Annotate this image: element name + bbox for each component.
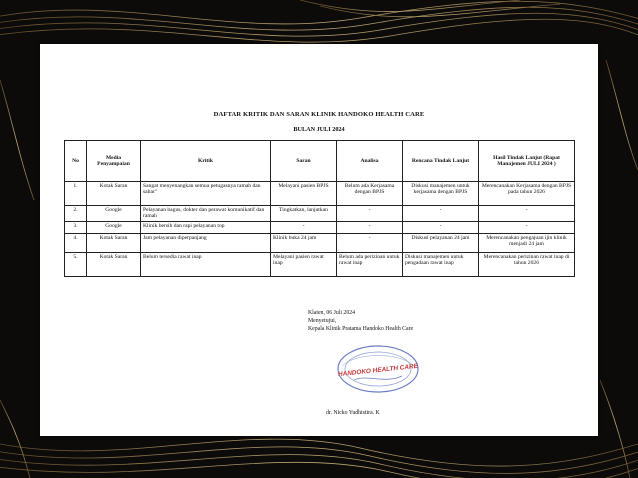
header-media: Media Penyampaian xyxy=(87,141,141,182)
clinic-stamp xyxy=(336,344,420,394)
header-saran: Saran xyxy=(271,141,337,182)
cell-no: 5. xyxy=(65,252,87,276)
cell-kritik: Belum tersedia rawat inap xyxy=(141,252,271,276)
cell-analisa: Belum ada Kerjasama dengan BPJS xyxy=(337,182,403,206)
table-row xyxy=(65,206,575,222)
cell-saran: - xyxy=(271,221,337,233)
cell-analisa: Belum ada perizinan untuk rawat inap xyxy=(337,252,403,276)
header-hasil: Hasil Tindak Lanjut (Rapat Manajemen JULI 2024 ) xyxy=(479,141,575,182)
signature-place-date: Klaten, 06 Juli 2024 xyxy=(308,310,356,316)
stamp-text: HANDOKO HEALTH CARE xyxy=(337,362,419,379)
cell-kritik: Pelayanan bagus, dokter dan perawat komunikatif dan ramah xyxy=(141,206,271,222)
document-title: DAFTAR KRITIK DAN SARAN KLINIK HANDOKO HEALTH CARE xyxy=(213,111,425,118)
cell-kritik: Klinik bersih dan rapi pelayanan top xyxy=(141,221,271,233)
document-subtitle: BULAN JULI 2024 xyxy=(293,126,345,133)
cell-kritik: Jam pelayanan diperpanjang xyxy=(141,233,271,252)
cell-rencana: Diskusi manajemen untuk kerjasama dengan BPJS xyxy=(403,182,479,206)
document-page xyxy=(40,44,598,436)
cell-hasil: - xyxy=(479,221,575,233)
signature-position: Kepala Klinik Pratama Handoko Health Care xyxy=(308,326,414,332)
signature-approval: Menyetujui, xyxy=(308,318,337,324)
cell-no: 4. xyxy=(65,233,87,252)
cell-kritik: Sangat menyenangkan semua petugasnya ramah dan sabar" xyxy=(141,182,271,206)
table-row xyxy=(65,182,575,206)
header-kritik: Kritik xyxy=(141,141,271,182)
cell-media: Google xyxy=(87,206,141,222)
cell-rencana: - xyxy=(403,206,479,222)
signature-name: dr. Nicko Yudhistira. K xyxy=(326,410,380,416)
cell-no: 2. xyxy=(65,206,87,222)
cell-media: Kotak Saran xyxy=(87,233,141,252)
feedback-table xyxy=(64,140,575,277)
cell-hasil: Merencanakan Kerjasama dengan BPJS pada tahun 2026 xyxy=(479,182,575,206)
cell-no: 1. xyxy=(65,182,87,206)
cell-no: 3. xyxy=(65,221,87,233)
header-rencana: Rencana Tindak Lanjut xyxy=(403,141,479,182)
cell-saran: Klinik buka 24 jam xyxy=(271,233,337,252)
cell-rencana: Diskusi pelayanan 24 jam xyxy=(403,233,479,252)
cell-saran: Tingkatkan, lanjutkan xyxy=(271,206,337,222)
cell-saran: Melayani pasien rawat inap xyxy=(271,252,337,276)
cell-hasil: Merencanakan perizinan rawat inap di tahun 2026 xyxy=(479,252,575,276)
cell-rencana: Diskusi manajemen untuk pengadaan rawat inap xyxy=(403,252,479,276)
cell-hasil: Merencanakan pengajuan ijin klinik menjadi 24 jam xyxy=(479,233,575,252)
table-row xyxy=(65,233,575,252)
table-row xyxy=(65,252,575,276)
cell-analisa: - xyxy=(337,221,403,233)
cell-media: Google xyxy=(87,221,141,233)
cell-rencana: - xyxy=(403,221,479,233)
cell-media: Kotak Saran xyxy=(87,252,141,276)
table-row xyxy=(65,221,575,233)
cell-analisa: - xyxy=(337,206,403,222)
cell-analisa: - xyxy=(337,233,403,252)
header-no: No xyxy=(65,141,87,182)
cell-hasil: - xyxy=(479,206,575,222)
cell-media: Kotak Saran xyxy=(87,182,141,206)
table-header-row xyxy=(65,141,575,182)
cell-saran: Melayani pasien BPJS xyxy=(271,182,337,206)
header-analisa: Analisa xyxy=(337,141,403,182)
